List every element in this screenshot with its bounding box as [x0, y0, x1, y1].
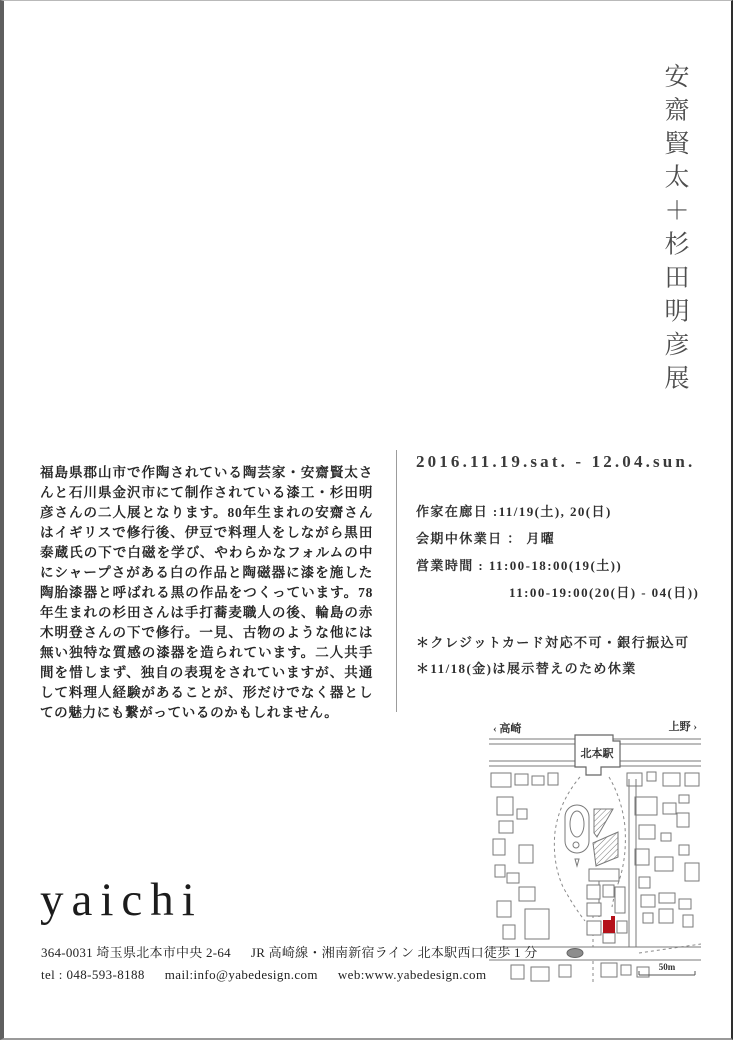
intro-paragraph: 福島県郡山市で作陶されている陶芸家・安齋賢太さんと石川県金沢市にて制作されている漆工・杉田明彦さんの二人展となります。80年生まれの安齋さんはイギリスで修行後、伊豆で料理人をしながら黒田泰蔵氏の下で白磁を学び、やわらかなフォルムの中にシャープさがある白の作品と陶磁器に漆を施した陶胎漆器と呼ばれる黒の作品をつくっています。78年生まれの杉田さんは手打蕎麦職人の後、輪島の赤木明登さんの下で修行。一見、古物のような他には無い独特な質感の漆器を造られています。二人共手間を惜しまず、独自の表現をされていますが、共通して料理人経験があることが、形だけでなく器としての魅力にも繋がっているのかもしれません。 — [40, 465, 373, 720]
exhibition-details — [416, 452, 716, 682]
buildings-east — [635, 795, 699, 888]
telephone: tel : 048-593-8188 — [41, 967, 145, 982]
opening-hours-line2: 11:00-19:00(20(日) - 04(日)) — [509, 585, 700, 600]
vertical-divider — [396, 450, 397, 712]
website: web:www.yabedesign.com — [337, 967, 487, 982]
closed-days: 会期中休業日 ： 月曜 — [416, 531, 556, 546]
buildings-west — [493, 797, 549, 939]
exhibition-title: 安齋賢太＋杉田明彦展 — [661, 63, 688, 398]
scale-label: 50m — [658, 962, 676, 972]
gallery-contact-line — [41, 967, 486, 983]
postal-address: 364-0031 埼玉県北本市中央 2-64 — [41, 945, 231, 960]
direction-takasaki-label: ‹ 高崎 — [493, 723, 522, 735]
route-sign — [567, 949, 583, 958]
hatched-areas — [593, 809, 618, 866]
note-payment: ＊クレジットカード対応不可・銀行振込可 — [416, 635, 690, 650]
email: mail:info@yabedesign.com — [164, 967, 318, 982]
direction-ueno-label: 上野 › — [668, 721, 697, 733]
notes — [416, 630, 716, 682]
gallery-logo: yaichi — [40, 874, 203, 926]
exhibition-dates: 2016.11.19.sat. - 12.04.sun. — [416, 452, 696, 471]
artist-presence-days: 作家在廊日 :11/19(土), 20(日) — [416, 504, 612, 519]
note-closed-for-setup: ＊11/18(金)は展示替えのため休業 — [416, 661, 637, 676]
buildings-southeast — [641, 893, 693, 927]
station-label: 北本駅 — [580, 748, 614, 760]
access-info: JR 高崎線・湘南新宿ライン 北本駅西口徒歩 1 分 — [250, 945, 538, 960]
gallery-address-line — [41, 942, 538, 961]
opening-hours-line1: 営業時間 : 11:00-18:00(19(土)) — [416, 558, 623, 573]
buildings-south — [511, 963, 649, 981]
venue-marker — [603, 916, 615, 933]
station-rotary — [565, 805, 589, 866]
